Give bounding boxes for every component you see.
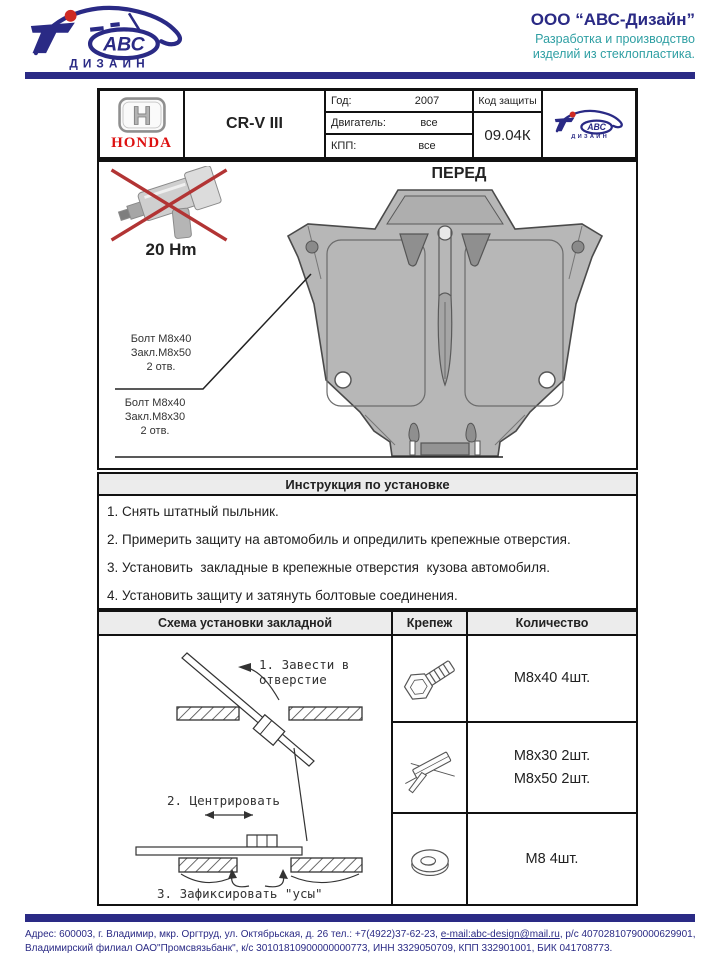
company-tagline-line2: изделий из стеклопластика. <box>532 47 695 61</box>
specs-cell <box>326 91 474 157</box>
header-divider <box>25 72 695 79</box>
qty-cell <box>468 723 636 814</box>
instruction-item: 3. Установить закладные в крепежные отверстия кузова автомобиля. <box>107 560 551 575</box>
scheme-step1-label2: отверстие <box>259 672 327 687</box>
company-tagline-line1: Разработка и производство <box>535 32 695 46</box>
logo-t-glyph <box>31 23 75 53</box>
vehicle-table <box>97 88 638 160</box>
instructions-header: Инструкция по установке <box>97 472 638 496</box>
col-header-scheme: Схема установки закладной <box>99 612 393 636</box>
hex-bolt-icon <box>398 647 462 711</box>
footer-line2: Владимирский филиал ОАО"Промсвязьбанк", к/с 30101810900000000773, ИНН 3329050709, КПП 332901001, БИК 041708773. <box>25 942 613 954</box>
model-cell <box>185 91 326 157</box>
protection-code-cell <box>474 91 543 157</box>
engine-value: все <box>420 117 438 129</box>
model-name: CR-V III <box>226 115 283 132</box>
year-value: 2007 <box>414 95 440 107</box>
panel-section-right <box>289 707 362 720</box>
svg-text:ДИЗАЙН: ДИЗАЙН <box>571 134 609 139</box>
hardware-table <box>97 610 638 906</box>
footer-line1-before: Адрес: 600003, г. Владимир, мкр. Оргтруд, ул. Октябрьская, д. 26 тел.: +7(4922)37-62-23, <box>25 929 441 940</box>
scheme-diagram-cell <box>99 636 393 904</box>
fastener-cell <box>393 814 468 904</box>
logo-abc-text: АВС <box>103 33 145 56</box>
instruction-item: 1. Снять штатный пыльник. <box>107 504 279 519</box>
svg-text:АВС: АВС <box>587 122 606 133</box>
qty-cell <box>468 636 636 723</box>
anchor-nut-top <box>247 835 277 847</box>
instruction-item: 4. Установить защиту и затянуть болтовые соединения. <box>107 588 458 603</box>
honda-wordmark: HONDA <box>111 135 172 151</box>
svg-text:H: H <box>132 102 151 131</box>
front-label: ПЕРЕД <box>431 165 487 182</box>
abc-design-logo-small <box>551 109 627 139</box>
scheme-step3-label: 3. Зафиксировать "усы" <box>157 886 323 901</box>
logo-cell <box>543 91 635 157</box>
logo-design-text: ДИЗАЙН <box>69 56 150 70</box>
honda-cell <box>100 91 185 157</box>
engine-label: Двигатель: <box>331 117 386 129</box>
company-name: ООО “АВС-Дизайн” <box>530 10 695 29</box>
anchor-plate-icon <box>398 736 462 800</box>
footer-divider <box>25 914 695 922</box>
instructions-list <box>97 494 638 610</box>
col-header-qty: Количество <box>468 612 636 636</box>
qty-value: М8 4шт. <box>525 850 579 867</box>
footer-line1-after: , р/с 40702810790000629901, <box>559 929 696 940</box>
footer-email-link[interactable]: e-mail:abc-design@mail.ru <box>440 929 560 940</box>
leader-lines <box>99 162 636 468</box>
anchor-strip-flat <box>136 847 302 855</box>
footer-address <box>25 928 697 955</box>
panel-section-left <box>177 707 239 720</box>
gearbox-label: КПП: <box>331 140 357 152</box>
instruction-item: 2. Примерить защиту на автомобиль и опредилить крепежные отверстия. <box>107 532 571 547</box>
logo-red-dot-icon <box>65 10 77 22</box>
qty-value: М8х50 2шт. <box>513 770 591 787</box>
protection-code-label: Код защиты <box>474 91 541 113</box>
col-header-fastener: Крепеж <box>393 612 468 636</box>
callout-top: Болт М8х40 Закл.М8х50 2 отв. <box>130 333 192 373</box>
honda-emblem-icon <box>116 96 168 134</box>
year-label: Год: <box>331 95 352 107</box>
anchor-install-scheme <box>101 638 391 904</box>
washer-icon <box>398 827 462 891</box>
qty-value: М8х30 2шт. <box>513 747 591 764</box>
protection-code-value: 09.04К <box>484 126 531 144</box>
drawing-panel <box>97 160 638 470</box>
abc-design-logo <box>14 4 200 70</box>
callout-bottom: Болт М8х40 Закл.М8х30 2 отв. <box>124 397 186 437</box>
qty-cell <box>468 814 636 904</box>
gearbox-value: все <box>418 140 436 152</box>
fastener-cell <box>393 723 468 814</box>
scheme-step1-label: 1. Завести в <box>259 657 350 672</box>
torque-label: 20 Hm <box>145 240 197 259</box>
qty-value: М8х40 4шт. <box>513 670 591 686</box>
fastener-cell <box>393 636 468 723</box>
scheme-step2-label: 2. Центрировать <box>167 793 280 808</box>
